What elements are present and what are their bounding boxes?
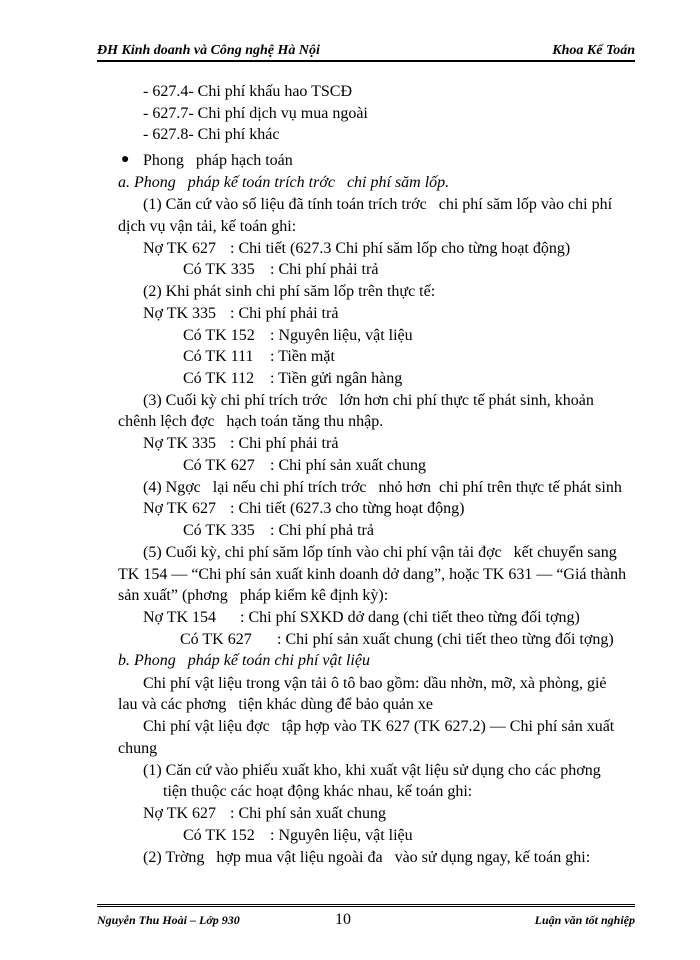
journal-entry <box>183 369 402 389</box>
account: Nợ TK 335 <box>143 435 217 452</box>
account: Nợ TK 627 <box>143 500 217 517</box>
paragraph: sản xuất” (phơng pháp kiểm kê định kỳ): <box>118 587 389 604</box>
paragraph: (2) Khi phát sinh chi phí săm lốp trên thực tế: <box>143 283 436 300</box>
journal-entry <box>183 456 426 476</box>
header-faculty: Khoa Kế Toán <box>552 43 635 58</box>
account-desc: : Tiền mặt <box>270 348 335 365</box>
account: Có TK 627 <box>183 457 255 474</box>
paragraph: Chi phí vật liệu trong vận tải ô tô bao gồm: dầu nhờn, mỡ, xà phòng, giẻ <box>143 675 607 692</box>
paragraph: lau và các phơng tiện khác dùng để bảo quản xe <box>118 696 434 713</box>
account-desc: : Chi phí phải trả <box>230 435 339 452</box>
journal-entry <box>143 304 338 324</box>
subsection-heading: a. Phong pháp kế toán trích trớc chi phí săm lốp. <box>118 174 450 191</box>
account-desc: : Chi tiết (627.3 Chi phí săm lốp cho từng hoạt động) <box>230 240 571 257</box>
account-desc: : Tiền gửi ngân hàng <box>270 370 403 387</box>
page-header <box>97 40 635 62</box>
journal-entry <box>143 434 338 454</box>
paragraph: chênh lệch đợc hạch toán tăng thu nhập. <box>118 413 384 430</box>
journal-entry <box>183 347 335 367</box>
journal-entry <box>183 326 413 346</box>
account: Nợ TK 627 <box>143 240 217 257</box>
paragraph: dịch vụ vận tải, kế toán ghi: <box>118 218 297 235</box>
paragraph: tiện thuộc các hoạt động khác nhau, kế toán ghi: <box>163 783 473 800</box>
list-item: - 627.8- Chi phí khác <box>143 126 280 143</box>
journal-entry <box>143 239 570 259</box>
paragraph: Chi phí vật liệu đợc tập hợp vào TK 627 (TK 627.2) — Chi phí sản xuất <box>143 718 615 735</box>
paragraph: (5) Cuối kỳ, chi phí săm lốp tính vào chi phí vận tải đợc kết chuyển sang <box>143 544 617 561</box>
account-desc: : Nguyên liệu, vật liệu <box>270 327 413 344</box>
header-university: ĐH Kinh doanh và Công nghệ Hà Nội <box>97 43 320 58</box>
account: Có TK 152 <box>183 327 255 344</box>
list-item: - 627.7- Chi phí dịch vụ mua ngoài <box>143 105 368 122</box>
account-desc: : Chi phí phải trả <box>230 305 339 322</box>
account: Nợ TK 335 <box>143 305 217 322</box>
footer-title: Luận văn tốt nghiệp <box>534 913 635 927</box>
journal-entry <box>143 804 386 824</box>
journal-entry <box>143 608 580 628</box>
footer-author: Nguyễn Thu Hoài – Lớp 930 <box>97 913 240 927</box>
journal-entry <box>143 499 464 519</box>
account: Nợ TK 154 <box>143 609 217 626</box>
paragraph: (3) Cuối kỳ chi phí trích trớc lớn hơn chi phí thực tế phát sinh, khoản <box>143 392 594 409</box>
account: Có TK 152 <box>183 827 255 844</box>
account: Có TK 112 <box>183 370 255 387</box>
account: Nợ TK 627 <box>143 805 217 822</box>
account: Có TK 335 <box>183 522 255 539</box>
account-desc: : Chi phí phải trả <box>270 261 379 278</box>
account-desc: : Chi phí sản xuất chung <box>230 805 386 822</box>
paragraph: (2) Trờng hợp mua vật liệu ngoài đa vào sử dụng ngay, kế toán ghi: <box>143 849 591 866</box>
page-footer <box>97 904 635 933</box>
page-number: 10 <box>335 911 351 928</box>
paragraph: (1) Căn cứ vào phiếu xuất kho, khi xuất vật liệu sử dụng cho các phơng <box>143 762 601 779</box>
journal-entry <box>183 826 413 846</box>
journal-entry <box>180 630 614 650</box>
bullet-icon: ● <box>121 152 130 167</box>
account-desc: : Nguyên liệu, vật liệu <box>270 827 413 844</box>
account: Có TK 111 <box>183 348 254 365</box>
paragraph: (4) Ngợc lại nếu chi phí trích trớc nhỏ hơn chi phí trên thực tế phát sinh <box>143 479 622 496</box>
account-desc: : Chi phí sản xuất chung (chi tiết theo từng đối tợng) <box>277 631 614 648</box>
account-desc: : Chi phí SXKD dở dang (chi tiết theo từng đối tợng) <box>240 609 580 626</box>
account: Có TK 627 <box>180 631 252 648</box>
account-desc: : Chi phí sản xuất chung <box>270 457 426 474</box>
journal-entry <box>183 521 374 541</box>
account: Có TK 335 <box>183 261 255 278</box>
journal-entry <box>183 260 378 280</box>
account-desc: : Chi tiết (627.3 cho từng hoạt động) <box>230 500 465 517</box>
subsection-heading: b. Phong pháp kế toán chi phí vật liệu <box>118 652 370 669</box>
section-heading: Phong pháp hạch toán <box>143 152 293 169</box>
paragraph: (1) Căn cứ vào số liệu đã tính toán trích trớc chi phí săm lốp vào chi phí <box>143 196 613 213</box>
list-item: - 627.4- Chi phí khấu hao TSCĐ <box>143 83 353 100</box>
paragraph: TK 154 — “Chi phí sản xuất kinh doanh dở dang”, hoặc TK 631 — “Giá thành <box>118 566 627 583</box>
paragraph: chung <box>118 740 158 757</box>
account-desc: : Chi phí phả trả <box>270 522 374 539</box>
